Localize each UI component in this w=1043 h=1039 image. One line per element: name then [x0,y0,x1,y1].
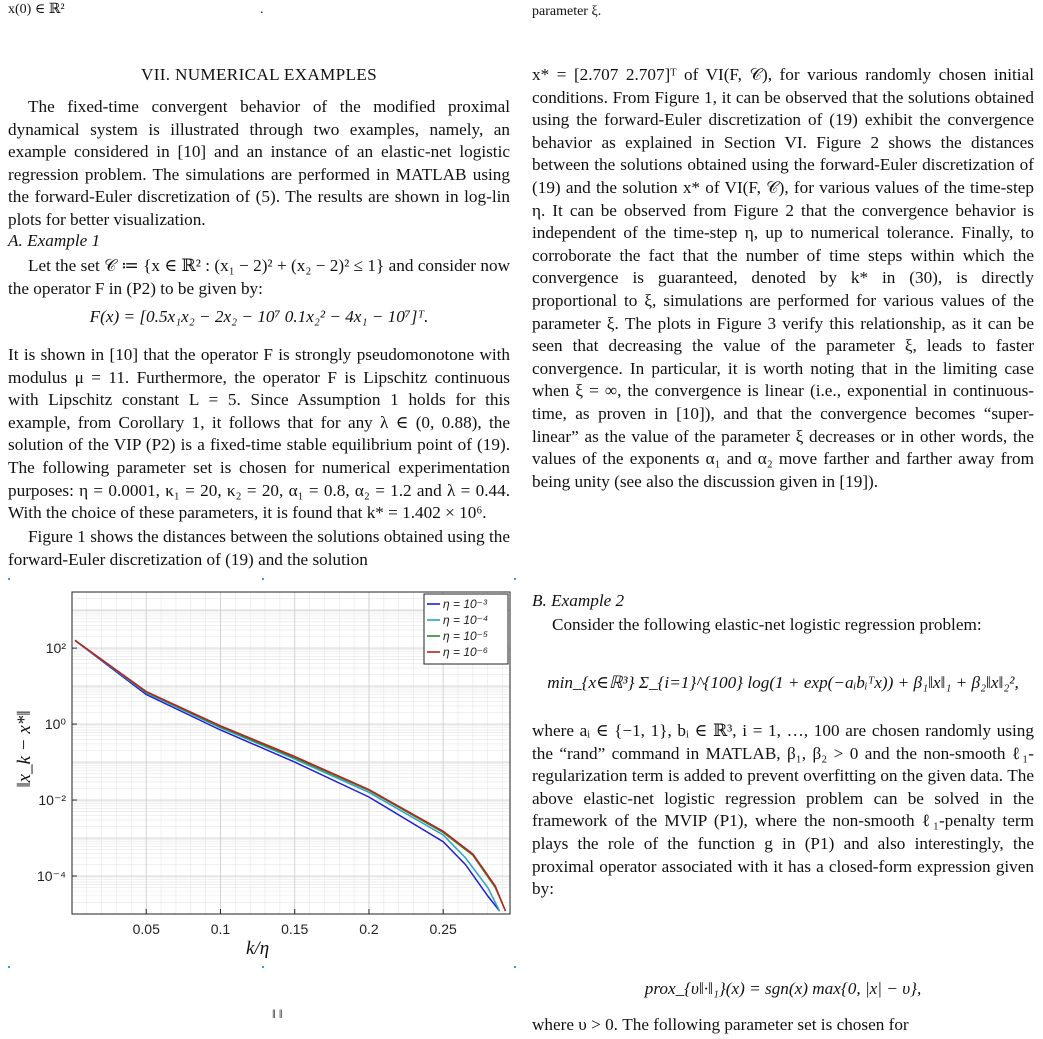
x-tick-label: 0.2 [359,921,379,937]
series-line-3 [75,640,506,911]
legend-label: η = 10⁻⁴ [443,613,489,627]
equation-logreg: min_{x∈ℝ³} Σ_{i=1}^{100} log(1 + exp(−aᵢbᵢᵀx)) + β₁‖x‖₁ + β₂‖x‖₂², [547,673,1019,692]
right-top-fragment: parameter ξ. [532,4,602,19]
subsection-b-heading: B. Example 2 [532,591,625,610]
left-para-4: Figure 1 shows the distances between the solutions obtained using the forward-Euler discretization of (19) and the solution [8,527,510,569]
left-para-3: It is shown in [10] that the operator F is strongly pseudomonotone with modulus μ = 11. Furthermore, the operator F is Lipschitz continuous with Lipschitz constant L = 5. Since Assumption 1 holds for this example, from Corollary 1, it follows that for any λ ∈ (0, 0.88), the solution of the VIP (P2) is a fixed-time stable equilibrium point of (19). The following parameter set is chosen for numerical experimentation purposes: η = 0.0001, κ₁ = 20, κ₂ = 20, α₁ = 0.8, α₂ = 1.2 and λ = 0.44. With the choice of these parameters, it is found that k* = 1.402 × 10⁶. [8,345,510,523]
x-axis-label: k/η [246,938,270,959]
right-para-2: Consider the following elastic-net logistic regression problem: [552,615,982,634]
x-tick-label: 0.1 [210,921,231,937]
y-tick-label: 10⁰ [44,716,66,733]
left-top-period: . [260,2,264,17]
right-para-3: where aᵢ ∈ {−1, 1}, bᵢ ∈ ℝ³, i = 1, …, 100 are chosen randomly using the “rand” command in MATLAB, β₁, β₂ > 0 and the non-smooth ℓ₁-regularization term is added to prevent overfitting on the given data. The above elastic-net logistic regression problem can be solved in the framework of the MVIP (P1), where the non-smooth ℓ₁-penalty term plays the role of the function g in (P1) and also interestingly, the proximal operator associated with it has a closed-form expression given by: [532,721,1034,899]
left-para-1: The fixed-time convergent behavior of the modified proximal dynamical system is illustrated through two examples, namely, an example considered in [10] and an instance of an elastic-net logistic regression problem. The simulations are performed in MATLAB using the forward-Euler discretization of (5). The results are shown in log-lin plots for better visualization. [8,97,510,229]
y-axis-label: ‖x_k − x*‖ [14,710,35,788]
legend-label: η = 10⁻⁵ [443,629,489,643]
x-tick-label: 0.05 [132,921,160,937]
x-tick-label: 0.25 [429,921,457,937]
x-tick-label: 0.15 [281,921,309,937]
left-para-2: Let the set 𝒞 ≔ {x ∈ ℝ² : (x₁ − 2)² + (x₂ − 2)² ≤ 1} and consider now the operator F in (P2) to be given by: [8,256,510,298]
legend [424,594,508,664]
bottom-fragment: ‖ ‖ [272,1006,283,1021]
y-tick-label: 10⁻² [38,792,66,809]
series-line-4 [75,640,506,911]
equation-f: F(x) = [0.5x₁x₂ − 2x₂ − 10⁷ 0.1x₂² − 4x₁ − 10⁷]ᵀ. [89,307,429,326]
section-heading: VII. NUMERICAL EXAMPLES [141,65,377,84]
right-para-1: x* = [2.707 2.707]ᵀ of VI(F, 𝒞), for various randomly chosen initial conditions. From Figure 1, it can be observed that the solutions obtained using the forward-Euler discretization of (19) exhibit the convergence behavior as explained in Section VI. Figure 2 shows the distances between the solutions obtained using the forward-Euler discretization of (19) and the solution x* of VI(F, 𝒞), for various values of the time-step η. It can be observed from Figure 2 that the convergence behavior is independent of the time-step η, up to numerical tolerance. Finally, to corroborate the fact that the number of time steps within which the convergence is guaranteed, denoted by k* in (30), is directly proportional to ξ, simulations are performed for various values of the parameter ξ. The plots in Figure 3 verify this relationship, as it can be seen that decreasing the value of the parameter ξ, leads to faster convergence. In particular, it is worth noting that in the limiting case when ξ = ∞, the convergence is linear (i.e., exponential in continuous-time, as proven in [10]), and that the convergence becomes “super-linear” as the value of the parameter ξ decreases or in other words, the values of the exponents α₁ and α₂ move farther and farther away from being unity (see also the discussion given in [19]). [532,65,1034,491]
figure-1 [0,570,525,1039]
right-bottom-fragment: where υ > 0. The following parameter set is chosen for [532,1015,909,1034]
series-line-1 [75,640,500,911]
series-group [75,640,506,911]
convergence-chart [0,570,525,970]
y-tick-label: 10² [45,640,66,657]
legend-label: η = 10⁻⁶ [443,645,488,659]
y-tick-label: 10⁻⁴ [37,868,66,885]
series-line-2 [75,640,500,911]
equation-prox: prox_{υ‖·‖₁}(x) = sgn(x) max{0, |x| − υ}, [644,979,922,998]
subsection-a-heading: A. Example 1 [8,231,101,250]
left-top-fragment: x(0) ∈ ℝ² [8,2,65,17]
legend-label: η = 10⁻³ [443,597,488,611]
